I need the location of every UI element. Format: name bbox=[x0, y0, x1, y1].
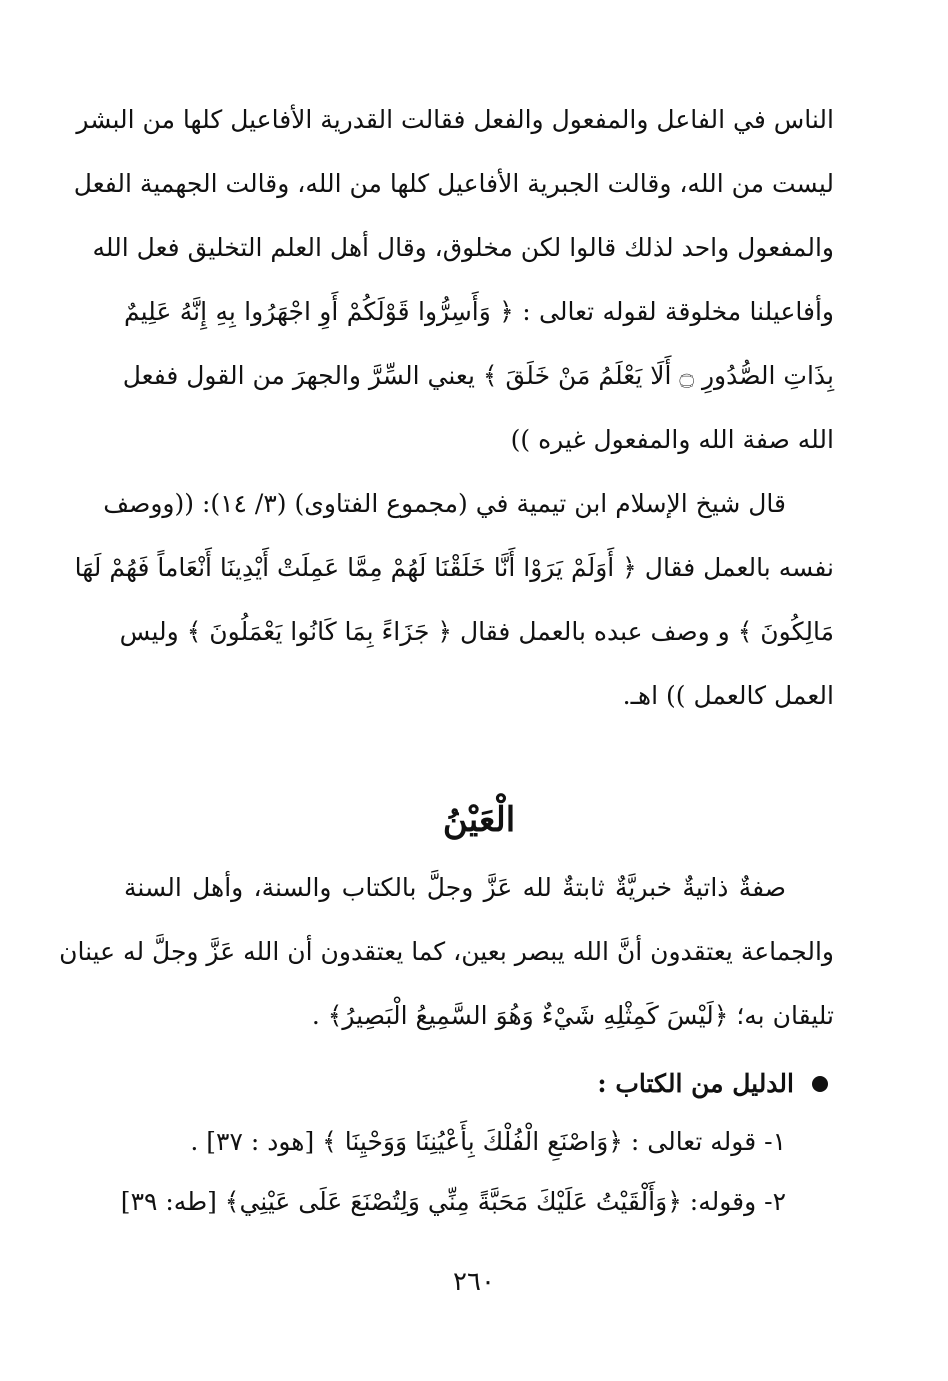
evidence-list bbox=[120, 1112, 834, 1232]
text-line: والمفعول واحد لذلك قالوا لكن مخلوق، وقال أهل العلم التخليق فعل الله bbox=[92, 233, 834, 262]
text-line: الله صفة الله والمفعول غيره )) bbox=[510, 425, 834, 454]
text-line: نفسه بالعمل فقال ﴿ أَوَلَمْ يَرَوْا أَنَّا خَلَقْنَا لَهُمْ مِمَّا عَمِلَتْ أَيْدِينَا أَنْعَاماً فَهُمْ لَهَا bbox=[74, 553, 834, 582]
text-line: بِذَاتِ الصُّدُورِ ۝ أَلَا يَعْلَمُ مَنْ خَلَقَ ﴾ يعني السِّرَّ والجهرَ من القول ففعل bbox=[122, 361, 834, 390]
text-line: وأفاعيلنا مخلوقة لقوله تعالى : ﴿ وَأَسِرُّوا قَوْلَكُمْ أَوِ اجْهَرُوا بِهِ إِنَّهُ عَلِيمٌ bbox=[124, 297, 834, 326]
text-line: مَالِكُونَ ﴾ و وصف عبده بالعمل فقال ﴿ جَزَاءً بِمَا كَانُوا يَعْمَلُونَ ﴾ وليس bbox=[119, 617, 834, 646]
text-line: صفةٌ ذاتيةٌ خبريَّةٌ ثابتةٌ لله عَزَّ وجلَّ بالكتاب والسنة، وأهل السنة bbox=[124, 873, 786, 902]
evidence-item: ١- قوله تعالى : ﴿وَاصْنَعِ الْفُلْكَ بِأَعْيُنِنَا وَوَحْيِنَا ﴾ [هود : ٣٧] . bbox=[190, 1127, 786, 1156]
evidence-item: ٢- وقوله: ﴿وَأَلْقَيْتُ عَلَيْكَ مَحَبَّةً مِنِّي وَلِتُصْنَعَ عَلَى عَيْنِي﴾ [طه: ٣٩] bbox=[120, 1187, 786, 1216]
page-number: ٢٦٠ bbox=[453, 1267, 495, 1297]
text-line: ليست من الله، وقالت الجبرية الأفاعيل كلها من الله، وقالت الجهمية الفعل bbox=[73, 169, 834, 198]
text-line: قال شيخ الإسلام ابن تيمية في (مجموع الفتاوى) (٣/ ١٤): ((ووصف bbox=[103, 489, 786, 518]
evidence-heading-row bbox=[124, 1054, 834, 1114]
text-line: العمل كالعمل )) اهـ. bbox=[622, 681, 834, 710]
text-line: الناس في الفاعل والمفعول والفعل فقالت القدرية الأفاعيل كلها من البشر bbox=[76, 105, 834, 134]
paragraph-ayn-description bbox=[59, 856, 834, 1048]
paragraph-ibn-taymiyyah-quote bbox=[74, 472, 834, 728]
text-line: تليقان به؛ ﴿لَيْسَ كَمِثْلِهِ شَيْءٌ وَهُوَ السَّمِيعُ الْبَصِيرُ﴾ . bbox=[311, 1001, 834, 1030]
evidence-heading: الدليل من الكتاب : bbox=[597, 1069, 794, 1098]
text-line: والجماعة يعتقدون أنَّ الله يبصر بعين، كما يعتقدون أن الله عَزَّ وجلَّ له عينان bbox=[59, 937, 834, 966]
section-title: الْعَيْنُ bbox=[442, 800, 516, 840]
bullet-icon bbox=[812, 1076, 828, 1092]
paragraph-fail-mafool bbox=[73, 88, 834, 472]
